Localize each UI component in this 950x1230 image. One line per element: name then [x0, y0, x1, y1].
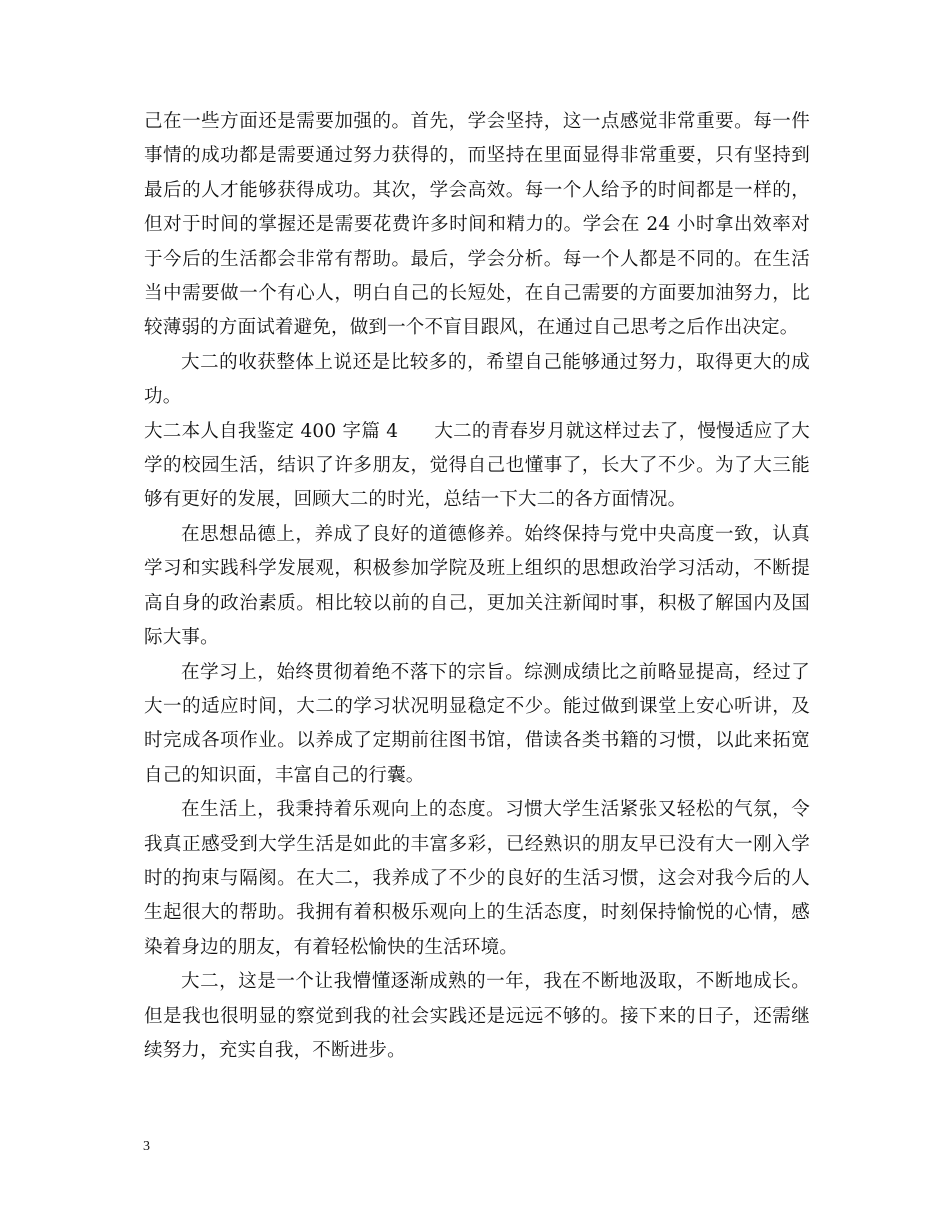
paragraph-2: 大二的收获整体上说还是比较多的，希望自己能够通过努力，取得更大的成功。: [144, 351, 810, 408]
section-heading: 大二本人自我鉴定 400 字篇 4: [144, 420, 399, 442]
paragraph-1: 己在一些方面还是需要加强的。首先，学会坚持，这一点感觉非常重要。每一件事情的成功都是需要通过努力获得的，而坚持在里面显得非常重要，只有坚持到最后的人才能够获得成功。其次，学会高效。每一个人给予的时间都是一样的，但对于时间的掌握还是需要花费许多时间和精力的。学会在 24 小时拿出效率对于今后的生活都会非常有帮助。最后，学会分析。每一个人都是不同的。在生活当中需要做一个有心人，明白自己的长短处，在自己需要的方面要加油努力，比较薄弱的方面试着避免，做到一个不盲目跟风，在通过自己思考之后作出决定。: [144, 111, 810, 339]
paragraph-6: 在生活上，我秉持着乐观向上的态度。习惯大学生活紧张又轻松的气氛，令我真正感受到大学生活是如此的丰富多彩，已经熟识的朋友早已没有大一刚入学时的拘束与隔阂。在大二，我养成了不少的良好的生活习惯，这会对我今后的人生起很大的帮助。我拥有着积极乐观向上的生活态度，时刻保持愉悦的心情，感染着身边的朋友，有着轻松愉快的生活环境。: [144, 799, 810, 958]
paragraph-5: 在学习上，始终贯彻着绝不落下的宗旨。综测成绩比之前略显提高，经过了大一的适应时间，大二的学习状况明显稳定不少。能过做到课堂上安心听讲，及时完成各项作业。以养成了定期前往图书馆，借读各类书籍的习惯，以此来拓宽自己的知识面，丰富自己的行囊。: [144, 661, 810, 786]
document-body: [144, 105, 810, 1068]
paragraph-3-text: 大二的青春岁月就这样过去了，慢慢适应了大学的校园生活，结识了许多朋友，觉得自己也懂事了，长大了不少。为了大三能够有更好的发展，回顾大二的时光，总结一下大二的各方面情况。: [144, 420, 811, 511]
page-number: 3: [143, 1139, 150, 1154]
paragraph-4: 在思想品德上，养成了良好的道德修养。始终保持与党中央高度一致，认真学习和实践科学发展观，积极参加学院及班上组织的思想政治学习活动，不断提高自身的政治素质。相比较以前的自己，更加关注新闻时事，积极了解国内及国际大事。: [144, 523, 810, 649]
paragraph-7: 大二，这是一个让我懵懂逐渐成熟的一年，我在不断地汲取，不断地成长。但是我也很明显的察觉到我的社会实践还是远远不够的。接下来的日子，还需继续努力，充实自我，不断进步。: [144, 971, 810, 1061]
paragraph-3: [144, 415, 810, 518]
